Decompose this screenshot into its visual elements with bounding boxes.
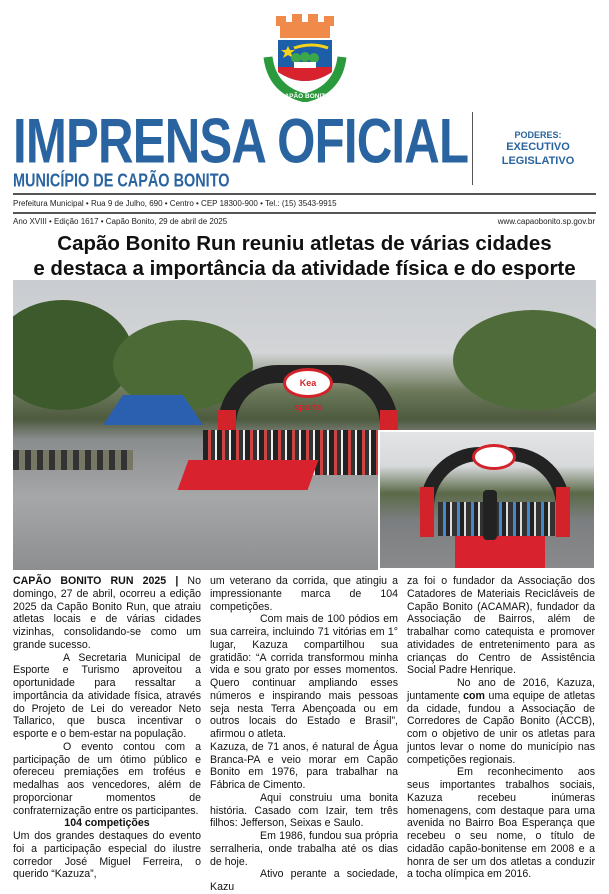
masthead bbox=[13, 105, 469, 191]
paragraph: Em reconhecimento aos seus importantes trabalhos sociais, Kazuza recebeu inúmeras homenagens, com destaque para uma avenida no Bairro Boa Esperança que recebeu o seu nome, o título de cidadão capão-bonitense em 2008 e a honra de ser um dos atletas a conduzir a tocha olímpica em 2016. bbox=[407, 766, 595, 881]
paragraph: Um dos grandes destaques do evento foi a participação especial do ilustre corredor José Miguel Ferreira, o querido “Kazuza”, bbox=[13, 830, 201, 881]
divider bbox=[472, 112, 473, 185]
powers-label: PODERES: bbox=[514, 130, 562, 140]
arch-brand: Kea sports bbox=[283, 368, 333, 398]
divider bbox=[13, 193, 596, 195]
paragraph: No domingo, 27 de abril, ocorreu a edição 2025 da Capão Bonito Run, que atraiu atletas locais e de várias cidades vizinhas, consolidando-se como um grande sucesso. bbox=[13, 575, 201, 651]
city-coat-of-arms-logo bbox=[262, 12, 348, 102]
paragraph: za foi o fundador da Associação dos Catadores de Materiais Recicláveis de Capão Bonito (ACAMAR), fundador da Associação de Bairros, além de trabalhar como catequista e promover atividades de entretenimento para as crianças do Centro de Assistência Social Padre Henrique. bbox=[407, 575, 595, 677]
paragraph: Em 1986, fundou sua própria serralheria, onde trabalha até os dias de hoje. bbox=[210, 830, 398, 868]
power-executive: EXECUTIVO bbox=[506, 141, 570, 153]
divider bbox=[13, 212, 596, 214]
paragraph: Aqui construiu uma bonita história. Casado com Izair, tem três filhos: Jefferson, Seixas e Saulo. bbox=[210, 791, 398, 830]
article-column-1 bbox=[13, 575, 201, 881]
headline-line: e destaca a importância da atividade física e do esporte bbox=[33, 257, 576, 280]
article-column-3 bbox=[407, 575, 595, 881]
edition-line: Ano XVIII • Edição 1617 • Capão Bonito, 29 de abril de 2025 bbox=[13, 217, 228, 226]
paragraph: um veterano da corrida, que atingiu a impressionante marca de 104 competições. bbox=[210, 575, 398, 613]
paragraph: Kazuza, de 71 anos, é natural de Água Branca-PA e veio morar em Capão Bonito em 1976, para trabalhar na Fábrica de Cimento. bbox=[210, 740, 398, 791]
headline-line: Capão Bonito Run reuniu atletas de várias cidades bbox=[57, 232, 552, 255]
paragraph: A Secretaria Municipal de Esporte e Turismo aproveitou a oportunidade para ressaltar a importância da atividade física, através do Projeto de Lei do vereador Neto Tallarico, que busca incentivar o esporte e o bem-estar na população. bbox=[13, 651, 201, 740]
subheading: 104 competições bbox=[64, 817, 150, 830]
website-link[interactable]: www.capaobonito.sp.gov.br bbox=[497, 217, 595, 226]
paragraph: uma equipe de atletas da cidade, fundou a Associação de Corredores de Capão Bonito (ACCB), com o objetivo de unir os atletas para juntos levar o nome do município nas competições regionais. bbox=[407, 689, 595, 766]
power-legislative: LEGISLATIVO bbox=[501, 155, 575, 167]
article-headline bbox=[0, 231, 609, 281]
address-line: Prefeitura Municipal • Rua 9 de Julho, 690 • Centro • CEP 18300-900 • Tel.: (15) 3543-9915 bbox=[13, 199, 337, 208]
article-lead: CAPÃO BONITO RUN 2025 | bbox=[13, 575, 179, 587]
paragraph: Com mais de 100 pódios em sua carreira, incluindo 71 vitórias em 1° lugar, Kazuza compartilhou sua gratidão: “A corrida transformou minha vida e sou grato por esses momentos. Quero continuar ampliando esses números e inspirando mais pessoas seja nesta Terra Abençoada ou em outros locais do Estado e Brasil”, afirmou o atleta. bbox=[210, 613, 398, 740]
publication-title: IMPRENSA OFICIAL bbox=[13, 105, 469, 177]
paragraph: No ano de 2016, Kazuza, juntamente bbox=[407, 677, 595, 702]
paragraph: Ativo perante a sociedade, Kazu bbox=[210, 868, 398, 893]
article-column-2 bbox=[210, 575, 398, 894]
kazuza-photo bbox=[378, 430, 596, 570]
powers-box bbox=[483, 130, 593, 168]
svg-text:CAPÃO BONITO: CAPÃO BONITO bbox=[279, 93, 331, 100]
bold-word: com bbox=[463, 689, 485, 702]
municipality-name: MUNICÍPIO DE CAPÃO BONITO bbox=[13, 170, 230, 191]
paragraph: O evento contou com a participação de um ótimo público e ofereceu premiações em troféus e medalhas aos vencedores, além de proporcionar momentos de confraternização entre os participantes. bbox=[13, 740, 201, 817]
